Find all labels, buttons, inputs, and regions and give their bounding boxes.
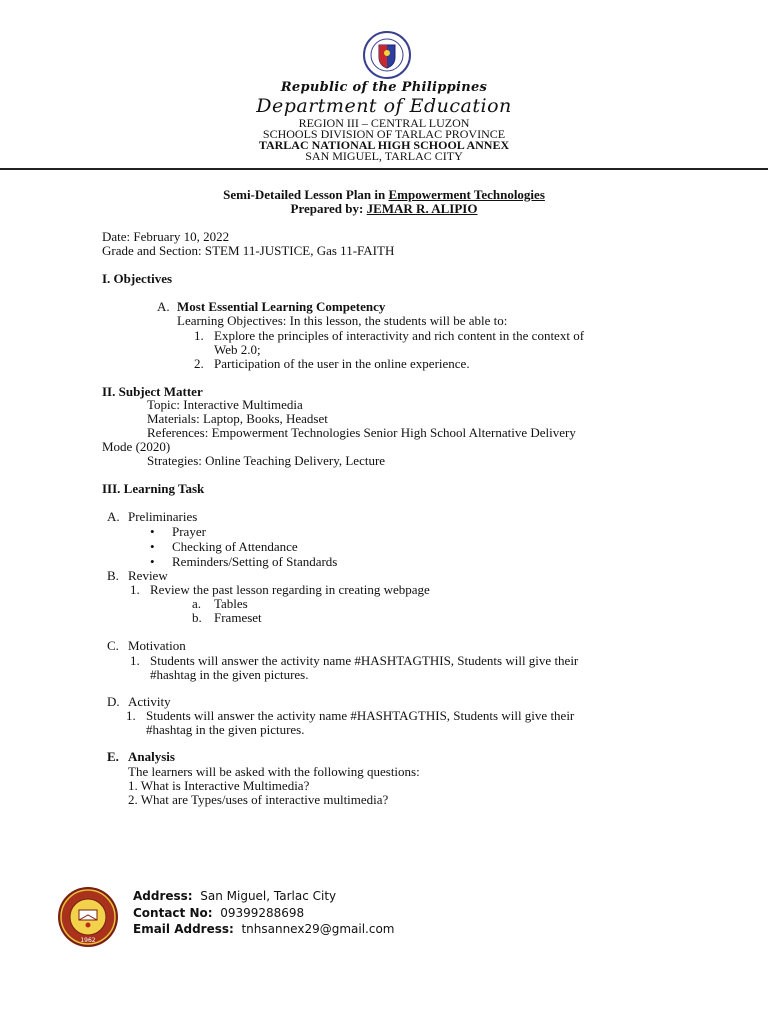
contact-label: Contact No: [133,906,213,920]
strategies-text: Strategies: Online Teaching Delivery, Lecture [147,453,386,468]
objectives-intro: Learning Objectives: In this lesson, the students will be able to: [177,313,508,328]
materials-text: Materials: Laptop, Books, Headset [147,411,328,426]
contact-value: 09399288698 [220,906,305,920]
review-letter: B. [107,568,119,583]
motivation-line2: #hashtag in the given pictures. [150,667,309,682]
email-label: Email Address: [133,922,234,936]
address-value: San Miguel, Tarlac City [200,889,337,903]
preliminary-item: Checking of Attendance [172,539,298,554]
footer-address [133,889,336,903]
title-prefix: Semi-Detailed Lesson Plan in [223,187,389,202]
activity-line2: #hashtag in the given pictures. [146,722,305,737]
region-text: REGION III – CENTRAL LUZON [298,116,470,130]
republic-text: Republic of the Philippines [280,80,488,95]
review-text: Review the past lesson regarding in creating webpage [150,582,430,597]
address-label: Address: [133,889,193,903]
email-value: tnhsannex29@gmail.com [241,922,395,936]
bullet-icon: • [150,524,155,539]
preliminary-item: Reminders/Setting of Standards [172,554,338,569]
activity-title: Activity [128,694,171,709]
motivation-line1: Students will answer the activity name #HASHTAGTHIS, Students will give their [150,653,579,668]
analysis-question-2: 2. What are Types/uses of interactive multimedia? [128,792,389,807]
motivation-title: Motivation [128,638,186,653]
bullet-icon: • [150,539,155,554]
preliminary-item: Prayer [172,524,206,539]
logo-year: 1962 [80,937,96,944]
objective-1-line2: Web 2.0; [214,342,261,357]
objective-2-line1: Participation of the user in the online experience. [214,356,470,371]
header-divider [0,168,768,170]
school-name: TARLAC NATIONAL HIGH SCHOOL ANNEX [258,138,510,152]
review-sub-letter: b. [192,610,202,625]
division-text: SCHOOLS DIVISION OF TARLAC PROVINCE [262,127,506,141]
activity-letter: D. [107,694,120,709]
activity-num: 1. [126,708,136,723]
motivation-letter: C. [107,638,119,653]
footer-email [133,922,395,936]
deped-seal [355,31,419,79]
subject-matter-heading: II. Subject Matter [102,384,203,399]
learning-task-heading: III. Learning Task [102,481,205,496]
preliminaries-letter: A. [107,509,120,524]
lesson-date: Date: February 10, 2022 [102,229,230,244]
motivation-num: 1. [130,653,140,668]
analysis-title: Analysis [128,749,175,764]
analysis-intro: The learners will be asked with the following questions: [128,764,420,779]
review-title: Review [128,568,168,583]
city-text: SAN MIGUEL, TARLAC CITY [305,149,463,163]
objective-1-line1: Explore the principles of interactivity and rich content in the context of [214,328,585,343]
analysis-letter: E. [107,749,119,764]
objectives-a-letter: A. [157,299,170,314]
prepared-prefix: Prepared by: [290,201,367,216]
objectives-a-title: Most Essential Learning Competency [177,299,386,314]
subject-name: Empowerment Technologies [388,187,545,202]
grade-section: Grade and Section: STEM 11-JUSTICE, Gas 11-FAITH [102,243,395,258]
objective-1-num: 1. [194,328,204,343]
footer-contact [133,906,304,920]
review-sub-item: Frameset [214,610,262,625]
department-title: Department of Education [256,95,512,117]
prepared-by [0,202,768,216]
references-line1: References: Empowerment Technologies Senior High School Alternative Delivery [147,425,576,440]
topic-text: Topic: Interactive Multimedia [147,397,303,412]
references-line2: Mode (2020) [102,439,171,454]
bullet-icon: • [150,554,155,569]
objective-2-num: 2. [194,356,204,371]
author-name: JEMAR R. ALIPIO [366,201,478,216]
analysis-question-1: 1. What is Interactive Multimedia? [128,778,310,793]
review-sub-letter: a. [192,596,202,611]
activity-line1: Students will answer the activity name #HASHTAGTHIS, Students will give their [146,708,575,723]
review-num: 1. [130,582,140,597]
review-sub-item: Tables [214,596,248,611]
lesson-plan-title [0,188,768,202]
school-logo [57,886,119,948]
objectives-heading: I. Objectives [102,271,173,286]
preliminaries-title: Preliminaries [128,509,198,524]
